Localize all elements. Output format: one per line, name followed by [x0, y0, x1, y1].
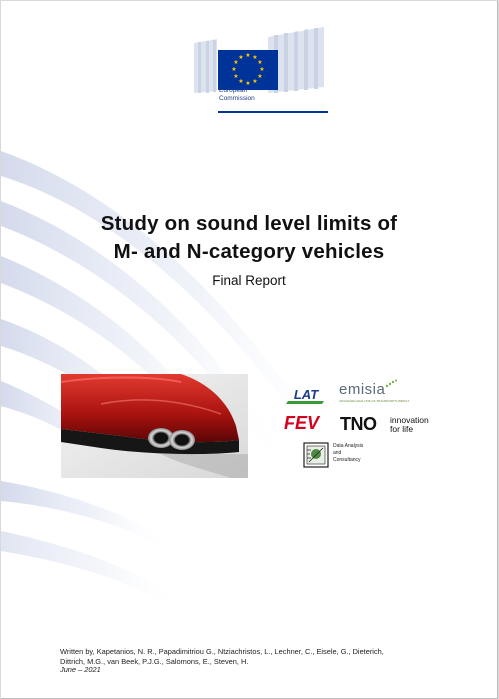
report-title-line2: M- and N-category vehicles: [113, 240, 385, 263]
svg-text:★: ★: [233, 59, 239, 66]
emisia-logo: [339, 379, 410, 405]
dac-emblem-icon: [303, 442, 329, 468]
authors-line2: Dittrich, M.G., van Beek, P.J.G., Salomons, E., Steven, H.: [60, 656, 249, 666]
svg-text:★: ★: [238, 54, 244, 61]
fev-logo-text: FEV: [284, 413, 320, 432]
dac-line2: and: [333, 450, 342, 456]
svg-text:★: ★: [257, 73, 263, 80]
svg-text:★: ★: [238, 78, 244, 85]
publication-date: June – 2021: [60, 665, 101, 674]
svg-text:★: ★: [245, 80, 251, 87]
european-commission-logo: [194, 23, 328, 115]
report-subtitle: Final Report: [212, 273, 286, 288]
tno-tagline-line1: innovation: [390, 415, 429, 425]
ec-name: [219, 87, 255, 103]
ec-name-line2: Commission: [219, 95, 255, 102]
svg-text:★: ★: [245, 52, 251, 59]
svg-text:★: ★: [257, 59, 263, 66]
svg-text:★: ★: [231, 66, 237, 73]
data-analysis-consultancy-logo: [303, 442, 393, 468]
report-cover: [1, 1, 498, 699]
svg-text:★: ★: [259, 66, 265, 73]
dac-text: [333, 443, 363, 464]
emisia-dots-icon: [385, 379, 397, 389]
authors-line1: Written by, Kapetanios, N. R., Papadimitriou G., Ntziachristos, L., Lechner, C., Eisele, G., Dieterich,: [60, 647, 384, 656]
emisia-tagline: ADVANCED ANALYSIS OF TRANSPORT'S IMPACT: [339, 399, 410, 403]
fev-logo: [282, 412, 330, 432]
emisia-name: emisia: [339, 381, 386, 398]
tno-logo: [340, 414, 440, 434]
svg-text:★: ★: [233, 73, 239, 80]
authors: [60, 647, 460, 666]
lat-logo-text: LAT: [293, 387, 319, 402]
ec-name-line1: European: [219, 87, 248, 94]
tno-tagline: [390, 416, 429, 434]
report-title-line1: Study on sound level limits of: [100, 212, 398, 235]
tno-tagline-line2: for life: [390, 424, 414, 434]
svg-text:★: ★: [252, 78, 258, 85]
lat-logo: [286, 385, 326, 405]
dac-line3: Consultancy: [333, 457, 361, 463]
car-exhaust-photo: [61, 374, 248, 478]
dac-line1: Data Analysis: [333, 443, 364, 449]
svg-text:★: ★: [252, 54, 258, 61]
tno-wordmark: TNO: [340, 414, 377, 434]
